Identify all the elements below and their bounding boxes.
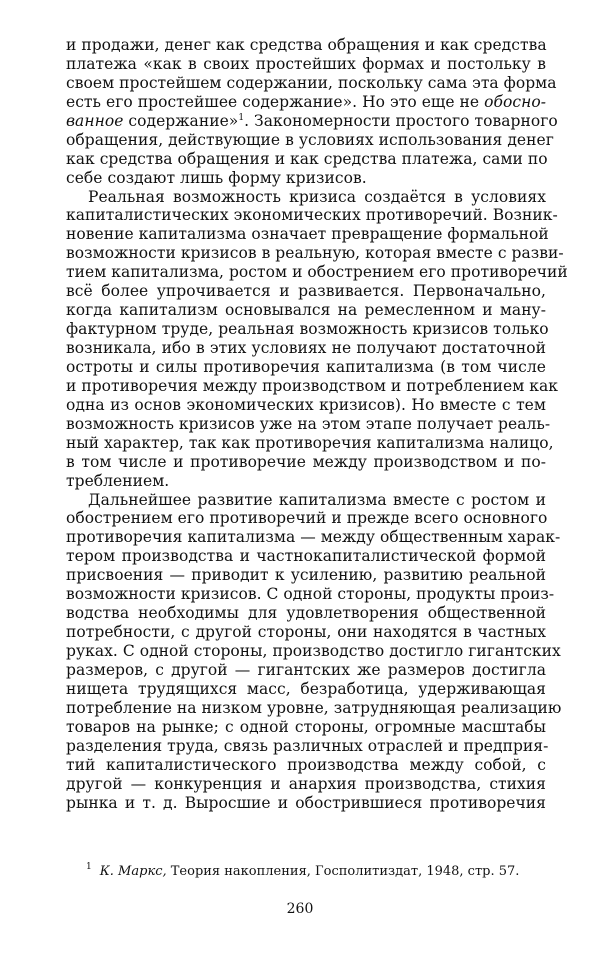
text-line: противоречия капитализма — между общественным харак- — [66, 528, 561, 547]
text-line: остроты и силы противоречия капитализма (в том числе — [66, 357, 546, 376]
text-line: водства необходимы для удовлетворения общественной — [66, 604, 546, 623]
text-line: тером производства и частнокапиталистической формой — [66, 547, 546, 566]
text-fragment: есть его простейшее содержание». Но это еще не — [66, 92, 485, 111]
paragraph-1 — [66, 36, 558, 188]
footnote-author: К. Маркс, — [99, 864, 167, 879]
text-line: потребности, с другой стороны, они находятся в частных — [66, 623, 546, 642]
text-line: обострением его противоречий и прежде всего основного — [66, 509, 548, 528]
italic-fragment: ванное — [66, 111, 124, 130]
text-line: ный характер, так как противоречия капитализма налицо, — [66, 433, 554, 452]
text-line: другой — конкуренция и анархия производства, стихия — [66, 774, 546, 793]
text-line: возможность кризисов уже на этом этапе получает реаль- — [66, 414, 551, 433]
text-line: новение капитализма означает превращение формальной — [66, 225, 549, 244]
text-line: размеров, с другой — гигантских же размеров достигла — [66, 660, 546, 679]
text-line: в том числе и противоречие между производством и по- — [66, 452, 546, 471]
text-line: себе создают лишь форму кризисов. — [66, 168, 367, 187]
text-line: разделения труда, связь различных отраслей и предприя- — [66, 736, 549, 755]
text-line: присвоения — приводит к усилению, развитию реальной — [66, 566, 546, 585]
paragraph-2 — [66, 187, 568, 491]
text-line: всё более упрочивается и развивается. Первоначально, — [66, 282, 546, 301]
text-line: руках. С одной стороны, производство достигло гигантских — [66, 642, 561, 660]
text-line: возникала, ибо в этих условиях не получают достаточной — [66, 339, 546, 357]
text-line — [66, 111, 558, 131]
text-line: нищета трудящихся масс, безработица, удерживающая — [66, 679, 546, 698]
footnote-text: Теория накопления, Госполитиздат, 1948, стр. 57. — [166, 864, 520, 879]
footnote-mark: 1 — [86, 862, 92, 872]
text-line: возможности кризисов. С одной стороны, продукты произ- — [66, 585, 555, 604]
text-line: одна из основ экономических кризисов). Но вместе с тем — [66, 395, 546, 414]
text-line: тий капиталистического производства между собой, с — [66, 755, 546, 774]
text-line: возможности кризисов в реальную, которая вместе с разви- — [66, 244, 564, 263]
page-body — [66, 36, 568, 812]
text-line: и продажи, денег как средства обращения и как средства — [66, 36, 547, 54]
text-line: когда капитализм основывался на ремесленном и ману- — [66, 301, 546, 320]
page-number: 260 — [286, 901, 314, 917]
text-line: своем простейшем содержании, поскольку сама эта форма — [66, 73, 557, 92]
text-line: как средства обращения и как средства платежа, сами по — [66, 149, 548, 168]
text-line: капиталистических экономических противоречий. Возник- — [66, 206, 558, 225]
text-fragment: содержание» — [123, 111, 239, 130]
text-line: обращения, действующие в условиях использования денег — [66, 130, 554, 149]
text-line: тием капитализма, ростом и обострением его противоречий — [66, 263, 568, 282]
text-line: потребление на низком уровне, затрудняющая реализацию — [66, 698, 562, 717]
text-line: и противоречия между производством и потреблением как — [66, 376, 559, 395]
text-line: треблением. — [66, 471, 170, 490]
text-line — [66, 93, 546, 112]
footnote-reference[interactable]: 1 — [238, 112, 245, 123]
text-line: товаров на рынке; с одной стороны, огромные масштабы — [66, 717, 546, 736]
text-line: рынка и т. д. Выросшие и обострившиеся противоречия — [66, 793, 546, 812]
paragraph-3 — [66, 490, 562, 813]
text-line: Реальная возможность кризиса создаётся в условиях — [88, 187, 546, 206]
footnote — [86, 864, 519, 880]
text-line: Дальнейшее развитие капитализма вместе с ростом и — [88, 490, 546, 509]
italic-fragment: обосно- — [484, 92, 546, 111]
text-fragment: . Закономерности простого товарного — [244, 111, 558, 130]
text-line: фактурном труде, реальная возможность кризисов только — [66, 320, 549, 339]
text-line: платежа «как в своих простейших формах и постольку в — [66, 54, 546, 73]
